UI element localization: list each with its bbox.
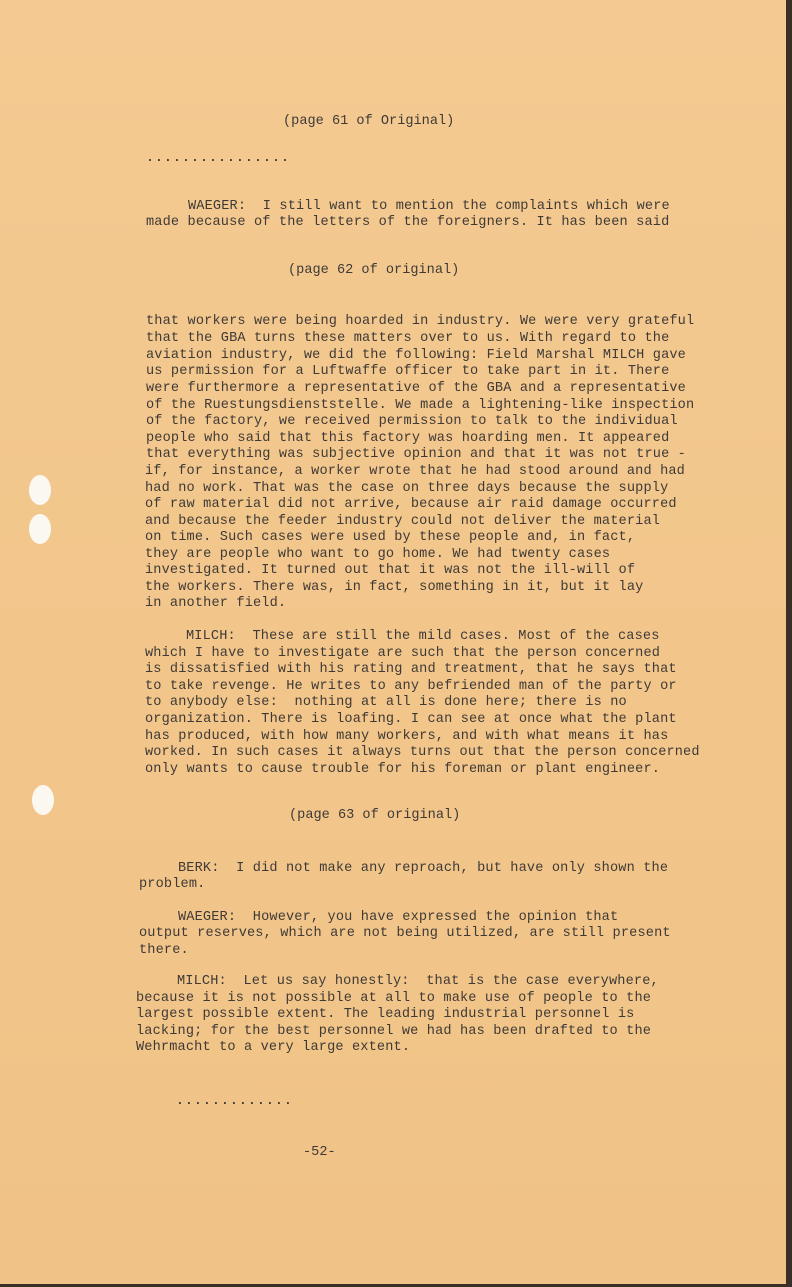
text-line: that workers were being hoarded in industry. We were very grateful (146, 314, 695, 329)
page-number: -52- (303, 1145, 336, 1160)
text-line: investigated. It turned out that it was not the ill-will of (145, 563, 636, 578)
text-line: only wants to cause trouble for his foreman or plant engineer. (145, 762, 661, 777)
punch-hole (29, 475, 51, 505)
text-line: the workers. There was, in fact, something in it, but it lay (145, 580, 644, 595)
text-line: to anybody else: nothing at all is done here; there is no (145, 695, 627, 710)
text-line: they are people who want to go home. We had twenty cases (145, 547, 611, 562)
text-line: has produced, with how many workers, and with what means it has (145, 729, 669, 744)
text-line: MILCH: These are still the mild cases. Most of the cases (186, 629, 660, 644)
text-line: worked. In such cases it always turns out that the person concerned (145, 745, 700, 760)
text-line: WAEGER: However, you have expressed the opinion that (178, 910, 619, 925)
scan-edge-right (786, 0, 792, 1287)
text-line: BERK: I did not make any reproach, but have only shown the (178, 861, 669, 876)
text-line: there. (139, 943, 189, 958)
text-line: made because of the letters of the foreigners. It has been said (146, 215, 670, 230)
text-line: MILCH: Let us say honestly: that is the case everywhere, (177, 974, 659, 989)
separator-dots: ................ (146, 150, 291, 165)
punch-hole (32, 785, 54, 815)
text-line: because it is not possible at all to make use of people to the (136, 991, 652, 1006)
text-line: of the Ruestungsdienststelle. We made a lightening-like inspection (146, 398, 695, 413)
page-reference-62: (page 62 of original) (288, 263, 460, 278)
text-line: which I have to investigate are such that the person concerned (145, 646, 661, 661)
text-line: people who said that this factory was hoarding men. It appeared (146, 431, 670, 446)
text-line: to take revenge. He writes to any befriended man of the party or (145, 679, 677, 694)
text-line: on time. Such cases were used by these people and, in fact, (145, 530, 636, 545)
text-line: WAEGER: I still want to mention the complaints which were (188, 199, 670, 214)
text-line: that the GBA turns these matters over to us. With regard to the (146, 331, 670, 346)
text-line: organization. There is loafing. I can see at once what the plant (145, 712, 677, 727)
text-line: of the factory, we received permission to talk to the individual (146, 414, 678, 429)
page-reference-61: (page 61 of Original) (283, 114, 455, 129)
text-line: had no work. That was the case on three days because the supply (145, 481, 669, 496)
page-reference-63: (page 63 of original) (289, 808, 461, 823)
text-line: of raw material did not arrive, because air raid damage occurred (145, 497, 677, 512)
text-line: and because the feeder industry could not deliver the material (145, 514, 661, 529)
text-line: that everything was subjective opinion and that it was not true - (146, 447, 686, 462)
text-line: if, for instance, a worker wrote that he had stood around and had (145, 464, 685, 479)
separator-dots: ............. (176, 1093, 294, 1108)
text-line: in another field. (145, 596, 287, 611)
text-line: us permission for a Luftwaffe officer to take part in it. There (146, 364, 670, 379)
text-line: problem. (139, 877, 206, 892)
text-line: aviation industry, we did the following: Field Marshal MILCH gave (146, 348, 686, 363)
punch-hole (29, 514, 51, 544)
text-line: were furthermore a representative of the GBA and a representative (146, 381, 686, 396)
text-line: largest possible extent. The leading industrial personnel is (136, 1007, 635, 1022)
text-line: output reserves, which are not being utilized, are still present (139, 926, 671, 941)
text-line: is dissatisfied with his rating and treatment, that he says that (145, 662, 677, 677)
text-line: lacking; for the best personnel we had has been drafted to the (136, 1024, 652, 1039)
text-line: Wehrmacht to a very large extent. (136, 1040, 411, 1055)
